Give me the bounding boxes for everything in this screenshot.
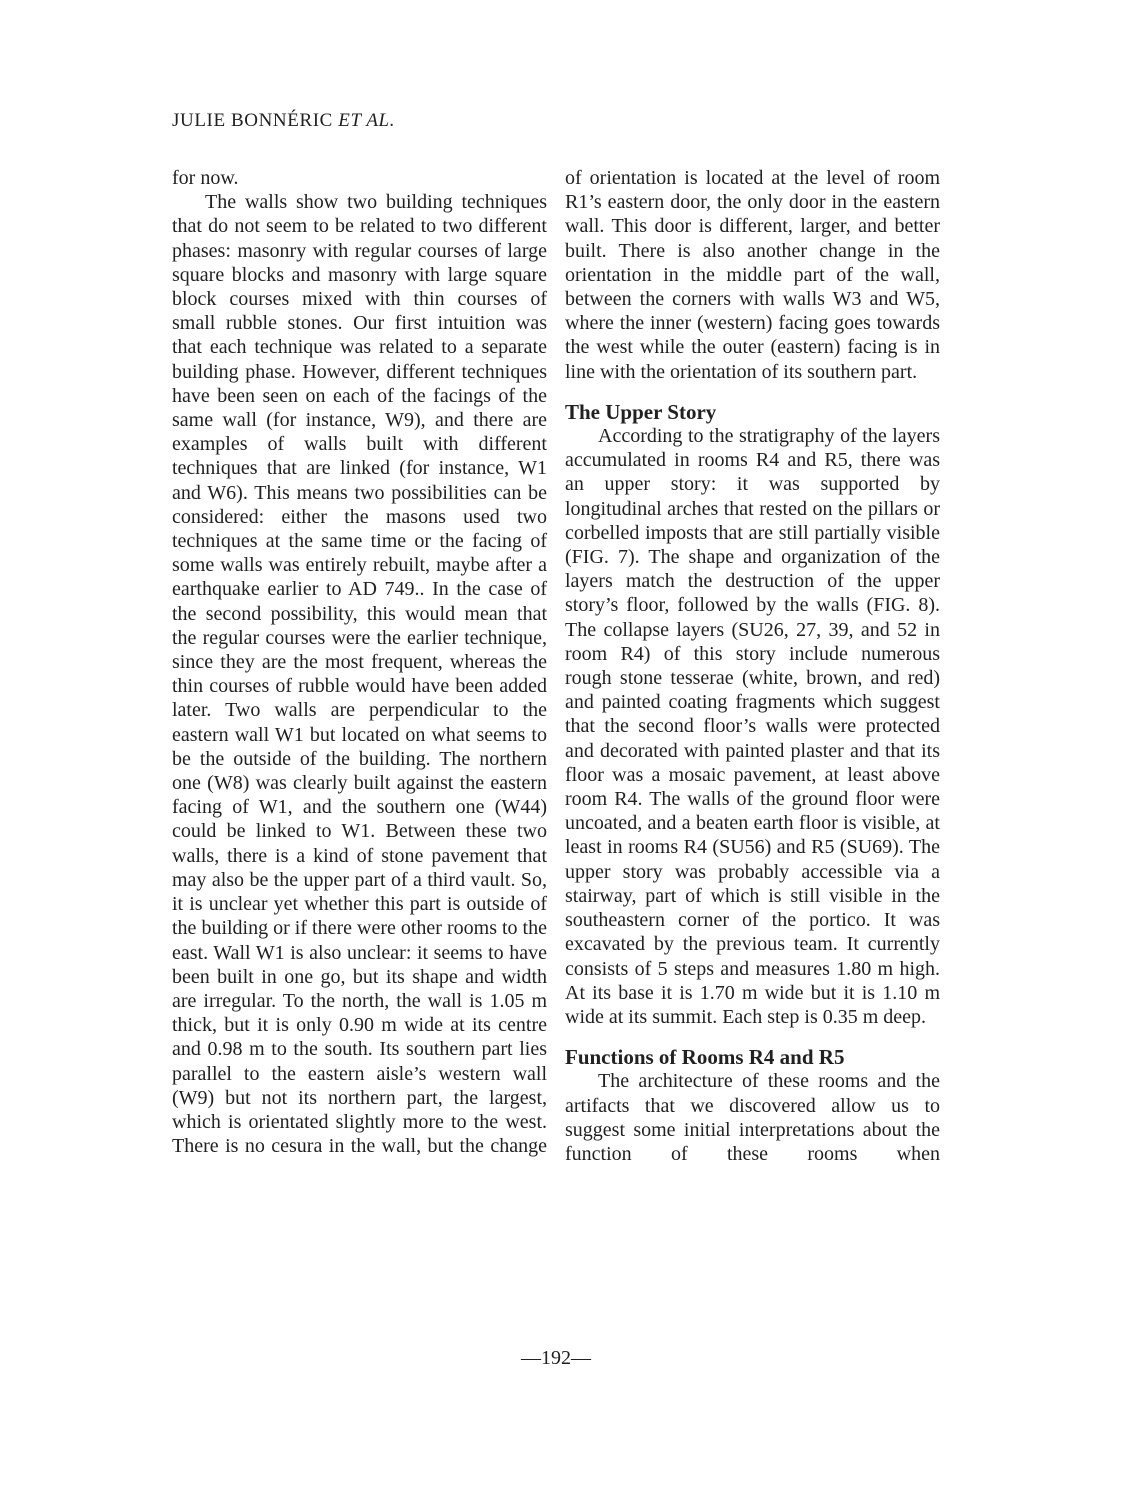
column-left	[172, 166, 547, 1166]
body-paragraph: for now.	[172, 167, 239, 189]
section-heading: The Upper Story	[565, 399, 717, 424]
running-head	[172, 110, 395, 132]
body-paragraph: The architecture of these rooms and the artifacts that we discovered allow us to suggest some initial interpretations about the function of these rooms when	[565, 1070, 940, 1165]
body-paragraph: of orientation is located at the level of room R1’s eastern door, the only door in the eastern wall. This door is different, larger, and better built. There is also another change in the orientation in the middle part of the wall, between the corners with walls W3 and W5, where the inner (western) facing goes towards the west while the outer (eastern) facing is in line with the orientation of its southern part.	[565, 167, 940, 383]
body-paragraph: According to the stratigraphy of the layers accumulated in rooms R4 and R5, there was an upper story: it was supported by longitudinal arches that rested on the pillars or corbelled imposts that are still partially visible (FIG. 7). The shape and organization of the layers match the destruction of the upper story’s floor, followed by the walls (FIG. 8). The collapse layers (SU26, 27, 39, and 52 in room R4) of this story include numerous rough stone tesserae (white, brown, and red) and painted coating fragments which suggest that the second floor’s walls were protected and decorated with painted plaster and that its floor was a mosaic pavement, at least above room R4. The walls of the ground floor were uncoated, and a beaten earth floor is visible, at least in rooms R4 (SU56) and R5 (SU69). The upper story was probably accessible via a stairway, part of which is still visible in the southeastern corner of the portico. It was excavated by the previous team. It currently consists of 5 steps and measures 1.80 m high. At its base it is 1.70 m wide but it is 1.10 m wide at its summit. Each step is 0.35 m deep.	[565, 425, 940, 1028]
running-head-etal: ET AL.	[338, 110, 396, 131]
body-paragraph: The walls show two building techniques that do not seem to be related to two different phases: masonry with regular courses of large square blocks and masonry with large square block courses mixed with thin courses of small rubble stones. Our first intuition was that each technique was related to a separate building phase. However, different techniques have been seen on each of the facings of the same wall (for instance, W9), and there are examples of walls built with different techniques that are linked (for instance, W1 and W6). This means two possibilities can be considered: either the masons used two techniques at the same time or the facing of some walls was entirely rebuilt, maybe after a earthquake earlier to AD 749.. In the case of the second possibility, this would mean that the regular courses were the earlier technique, since they are the most frequent, whereas the thin courses of rubble would have been added later. Two walls are perpendicular to the eastern wall W1 but located on what seems to be the outside of the building. The northern one (W8) was clearly built against the eastern facing of W1, and the southern one (W44) could be linked to W1. Between these two walls, there is a kind of stone pavement that may also be the upper part of a third vault. So, it is unclear yet whether this part is outside of the building or if there were other rooms to the east. Wall W1 is also unclear: it seems to have been built in one go, but its shape and width are irregular. To the north, the wall is 1.05 m thick, but it is only 0.90 m wide at its centre and 0.98 m to the south. Its southern part lies parallel to the eastern aisle’s western wall (W9) but not its northern part, the largest, which is orientated slightly more to the west. There is no cesura in the wall, but the change	[172, 191, 547, 1158]
page-number: —192—	[521, 1347, 591, 1369]
text-columns	[172, 166, 940, 1166]
column-right	[565, 166, 940, 1166]
section-heading: Functions of Rooms R4 and R5	[565, 1045, 845, 1070]
running-head-authors: JULIE BONNÉRIC	[172, 110, 339, 131]
